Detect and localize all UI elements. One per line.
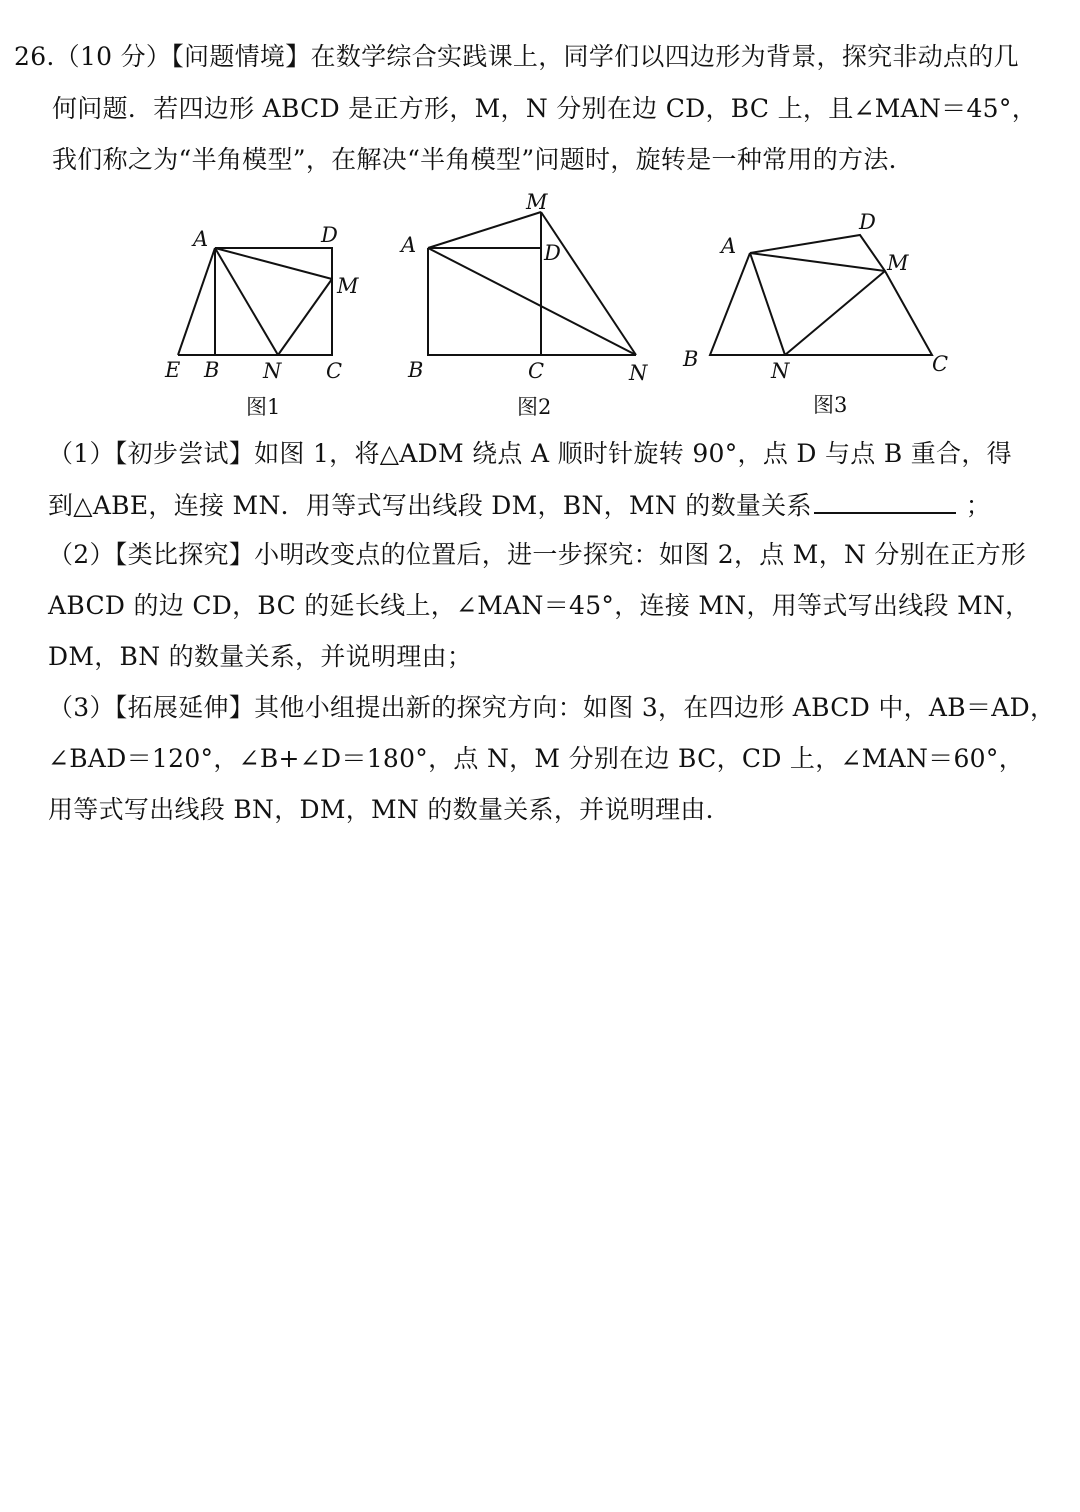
fig2-label-C: C [528, 359, 545, 383]
fig2-label-B: B [408, 358, 424, 382]
part2-line-2: ABCD 的边 CD，BC 的延长线上，∠MAN＝45°，连接 MN，用等式写出线段 MN， [48, 591, 1031, 620]
part2-line-1: （2）【类比探究】小明改变点的位置后，进一步探究：如图 2，点 M，N 分别在正方形 [48, 540, 1027, 569]
part3-line-3: 用等式写出线段 BN，DM，MN 的数量关系，并说明理由． [48, 795, 731, 824]
fig3-label-N: N [771, 359, 790, 383]
part1-line-2-wrap [48, 488, 991, 523]
fig2-label-D: D [544, 241, 561, 265]
figure-2-lines [428, 212, 636, 355]
fig2-caption: 图2 [517, 395, 552, 419]
fig1-label-N: N [263, 359, 282, 383]
fig1-label-M: M [337, 274, 359, 298]
problem-intro-line-2: 何问题．若四边形 ABCD 是正方形，M，N 分别在边 CD，BC 上，且∠MAN＝45°， [52, 94, 1037, 123]
fig3-label-B: B [683, 347, 699, 371]
figure-1-lines [178, 248, 332, 355]
problem-intro-line-1: 26.（10 分）【问题情境】在数学综合实践课上，同学们以四边形为背景，探究非动点的几 [14, 42, 1019, 71]
part1-line-1: （1）【初步尝试】如图 1，将△ADM 绕点 A 顺时针旋转 90°，点 D 与点 B 重合，得 [48, 439, 1012, 468]
problem-intro-line-3: 我们称之为“半角模型”，在解决“半角模型”问题时，旋转是一种常用的方法． [52, 145, 914, 174]
fig1-label-E: E [165, 358, 181, 382]
part3-line-1: （3）【拓展延伸】其他小组提出新的探究方向：如图 3，在四边形 ABCD 中，AB＝AD， [48, 693, 1056, 722]
fig2-label-N: N [629, 361, 648, 385]
fig1-caption: 图1 [246, 395, 281, 419]
fig1-label-A: A [193, 227, 209, 251]
fig3-label-D: D [859, 210, 876, 234]
part1-line-2-end: ； [965, 491, 992, 520]
fig1-label-D: D [321, 223, 338, 247]
part1-line-2: 到△ABE，连接 MN．用等式写出线段 DM，BN，MN 的数量关系 [48, 491, 812, 520]
fig3-label-M: M [887, 251, 909, 275]
fig1-label-C: C [326, 359, 343, 383]
fig2-label-A: A [401, 233, 417, 257]
answer-blank[interactable] [814, 488, 956, 514]
fig3-label-A: A [721, 234, 737, 258]
part3-line-2: ∠BAD＝120°，∠B+∠D＝180°，点 N，M 分别在边 BC，CD 上，∠MAN＝60°， [48, 744, 1024, 773]
part2-line-3: DM，BN 的数量关系，并说明理由； [48, 642, 473, 671]
fig3-label-C: C [932, 352, 949, 376]
fig1-label-B: B [204, 358, 220, 382]
fig2-label-M: M [526, 190, 548, 214]
figure-1 [0, 0, 1080, 434]
fig3-caption: 图3 [813, 393, 848, 417]
